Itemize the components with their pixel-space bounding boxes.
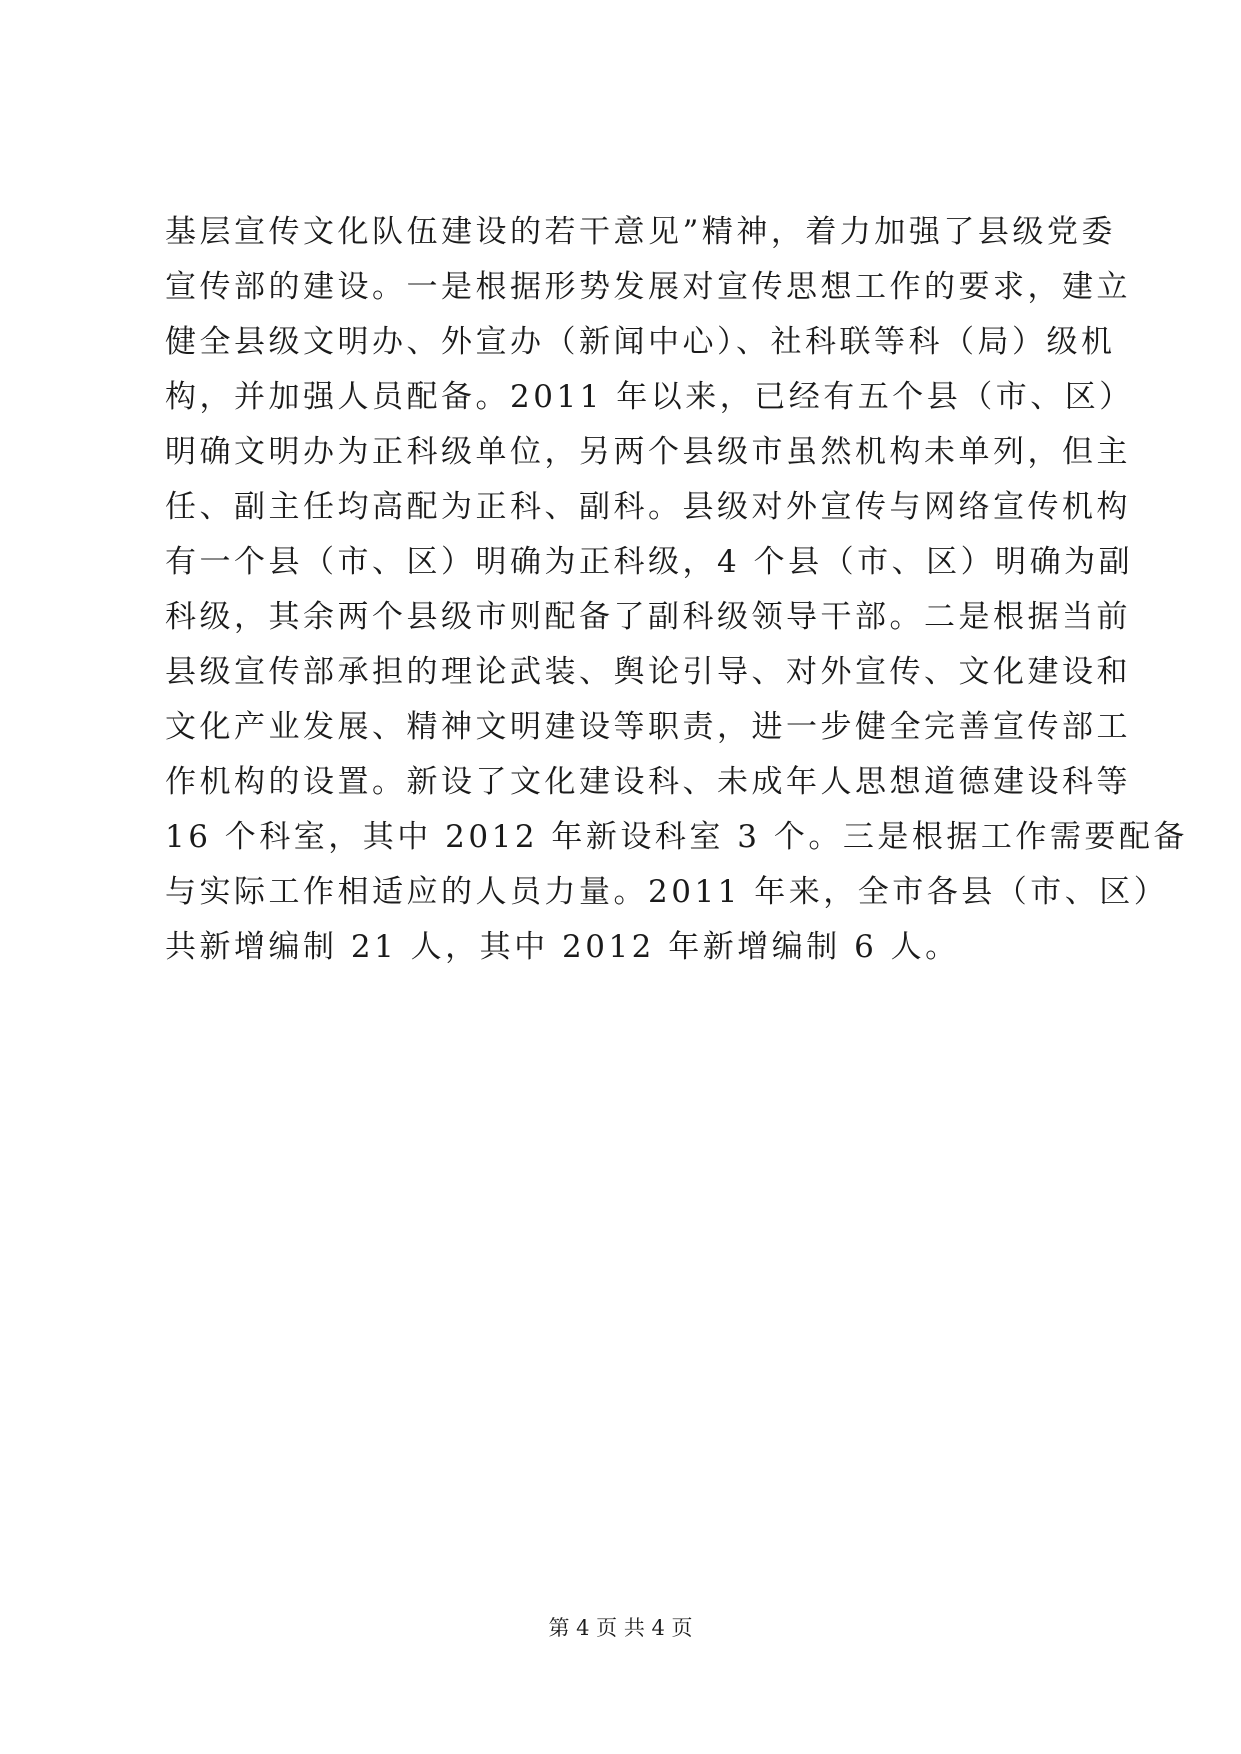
text-line-5: 明确文明办为正科级单位，另两个县级市虽然机构未单列，但主 [165,434,1131,470]
text-line-7: 有一个县（市、区）明确为正科级，4 个县（市、区）明确为副 [165,544,1134,580]
text-line-14: 共新增编制 21 人，其中 2012 年新增编制 6 人。 [165,929,960,965]
text-line-8: 科级，其余两个县级市则配备了副科级领导干部。二是根据当前 [165,599,1131,635]
page-number-footer: 第 4 页 共 4 页 [548,1616,693,1640]
body-paragraph [165,205,1188,975]
text-line-3: 健全县级文明办、外宣办（新闻中心）、社科联等科（局）级机 [165,324,1116,360]
text-line-4: 构，并加强人员配备。2011 年以来，已经有五个县（市、区） [165,379,1134,415]
text-line-1: 基层宣传文化队伍建设的若干意见”精神，着力加强了县级党委 [165,214,1116,250]
text-line-13: 与实际工作相适应的人员力量。2011 年来，全市各县（市、区） [165,874,1169,910]
text-line-2: 宣传部的建设。一是根据形势发展对宣传思想工作的要求，建立 [165,269,1131,305]
text-line-6: 任、副主任均高配为正科、副科。县级对外宣传与网络宣传机构 [165,489,1131,525]
text-line-10: 文化产业发展、精神文明建设等职责，进一步健全完善宣传部工 [165,709,1131,745]
text-line-12: 16 个科室，其中 2012 年新设科室 3 个。三是根据工作需要配备 [165,819,1188,855]
text-line-11: 作机构的设置。新设了文化建设科、未成年人思想道德建设科等 [165,764,1131,800]
text-line-9: 县级宣传部承担的理论武装、舆论引导、对外宣传、文化建设和 [165,654,1131,690]
